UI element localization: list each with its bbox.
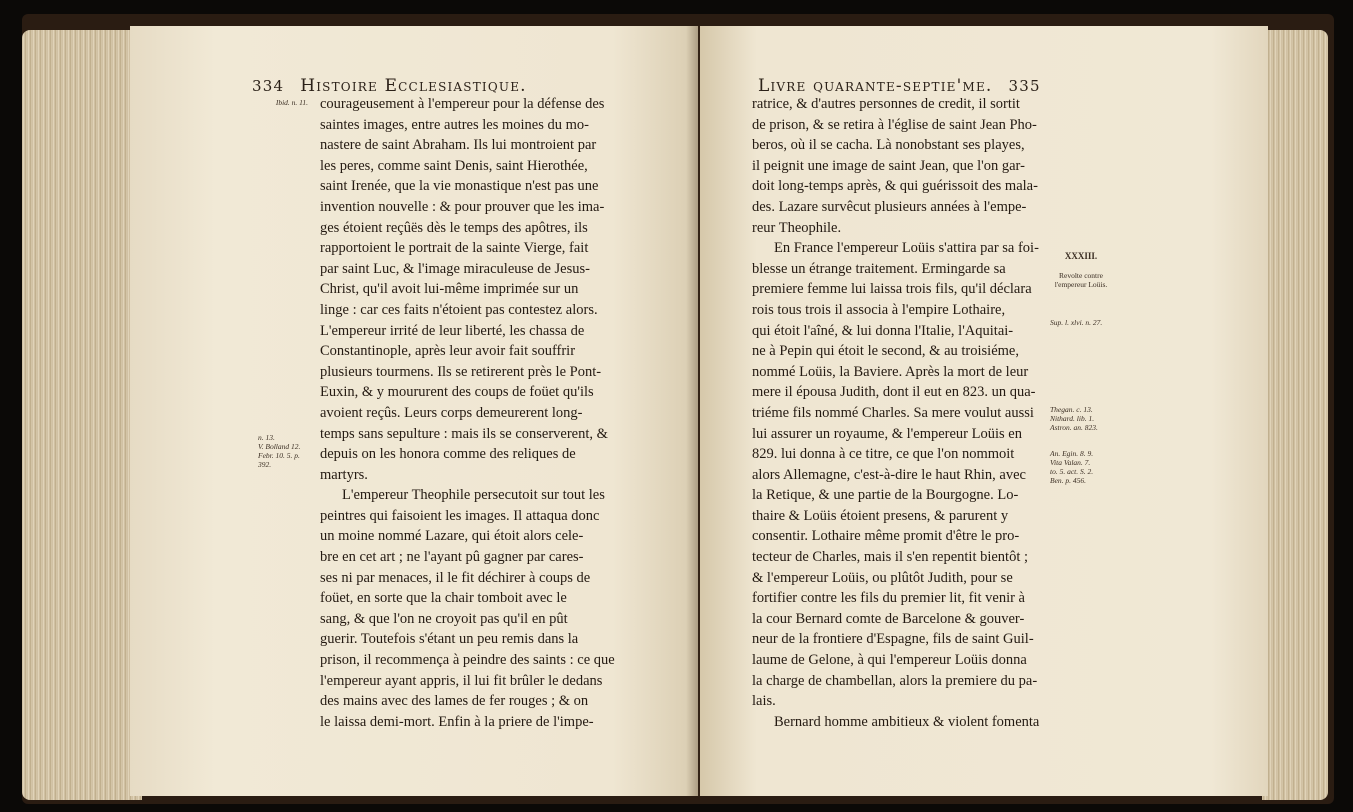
left-paragraph-1 (320, 94, 668, 485)
text-line: saint Irenée, que la vie monastique n'est pas une (320, 178, 599, 195)
text-line: triéme fils nommé Charles. Sa mere voulut aussi (752, 404, 1034, 421)
left-margin-note-2: n. 13. V. Bolland 12. Febr. 10. 5. p. 392. (258, 433, 301, 469)
text-line: l'empereur ayant appris, il lui fit brûler le dedans (320, 672, 603, 689)
text-line: la Retique, & une partie de la Bourgogne. Lo- (752, 487, 1019, 504)
text-line: tecteur de Charles, mais il s'en repentit bientôt ; (752, 549, 1029, 566)
text-line: le laissa demi-mort. Enfin à la priere de l'impe- (320, 713, 594, 730)
text-line: plusieurs tourmens. Ils se retirerent près le Pont- (320, 363, 602, 380)
text-line: nommé Loüis, la Baviere. Après la mort de leur (752, 363, 1029, 380)
left-running-head (252, 76, 527, 96)
right-page-body (752, 94, 1042, 732)
left-running-title: Histoire Ecclesiastique. (300, 76, 527, 96)
text-line: blesse un étrange traitement. Ermingarde sa (752, 260, 1006, 277)
text-line: ges étoient reçûës dès le temps des apôtres, ils (320, 219, 588, 236)
text-line: peintres qui faisoient les images. Il attaqua donc (320, 507, 600, 524)
text-line: les peres, comme saint Denis, saint Hierothée, (320, 157, 588, 174)
text-line: il peignit une image de saint Jean, que l'on gar- (752, 157, 1025, 174)
page-edges-left (22, 30, 142, 800)
text-line: des mains avec des lames de fer rouges ; & on (320, 693, 589, 710)
right-running-title: Livre quarante-septie'me. (758, 76, 993, 96)
text-line: ses ni par menaces, il le fit déchirer à coups de (320, 569, 591, 586)
text-line: & l'empereur Loüis, ou plûtôt Judith, pour se (752, 569, 1013, 586)
text-line: consentir. Lothaire même promit d'être le pro- (752, 528, 1020, 545)
left-page-body (320, 94, 668, 732)
text-line: L'empereur Theophile persecutoit sur tout les (342, 487, 605, 504)
right-margin-section-number: XXXIII. (1064, 251, 1098, 261)
text-line: reur Theophile. (752, 219, 842, 236)
text-line: rois tous trois il associa à l'empire Lothaire, (752, 301, 1006, 318)
text-line: par saint Luc, & l'image miraculeuse de Jesus- (320, 260, 590, 277)
text-line: des. Lazare survêcut plusieurs années à l'empe- (752, 198, 1027, 215)
page-edges-right (1262, 30, 1328, 800)
text-line: sang, & que l'on ne croyoit pas qu'il en pût (320, 610, 568, 627)
text-line: Bernard homme ambitieux & violent fomenta (774, 713, 1040, 730)
left-margin-note-1: Ibid. n. 11. (275, 98, 308, 107)
text-line: doit long-temps après, & qui guérissoit des mala- (752, 178, 1038, 195)
text-line: martyrs. (320, 466, 368, 483)
text-line: saintes images, entre autres les moines du mo- (320, 116, 589, 133)
text-line: depuis on les honora comme des reliques de (320, 446, 576, 463)
text-line: courageusement à l'empereur pour la défense des (320, 96, 605, 112)
text-line: Constantinople, après leur avoir fait souffrir (320, 343, 576, 360)
text-line: laume de Gelone, à qui l'empereur Loüis donna (752, 652, 1027, 669)
text-line: alors Allemagne, c'est-à-dire le haut Rhin, avec (752, 466, 1026, 483)
text-line: beros, où il se cacha. Là nonobstant ses playes, (752, 137, 1025, 154)
text-line: la cour Bernard comte de Barcelone & gouver- (752, 610, 1025, 627)
text-line: L'empereur irrité de leur liberté, les chassa de (320, 322, 585, 339)
text-line: fortifier contre les fils du premier lit, fit venir à (752, 590, 1025, 607)
text-line: 829. lui donna à ce titre, ce que l'on nommoit (752, 446, 1015, 463)
right-margin-note-3: Thegan. c. 13. Nithard. lib. 1. Astron. an. 823. (1050, 405, 1098, 432)
text-line: foüet, en sorte que la chair tomboit avec le (320, 590, 567, 607)
text-line: avoient reçûs. Leurs corps demeurerent long- (320, 404, 583, 421)
text-line: ne à Pepin qui étoit le second, & au troisiéme, (752, 343, 1019, 360)
right-margin-note-1: Revolte contre l'empereur Loüis. (1054, 271, 1108, 289)
text-line: ratrice, & d'autres personnes de credit, il sortit (752, 96, 1020, 112)
text-line: de prison, & se retira à l'église de saint Jean Pho- (752, 116, 1037, 133)
right-margin-note-4: An. Egin. 8. 9. Vita Valan. 7. to. 5. act. S. 2. Ben. p. 456. (1050, 449, 1094, 485)
text-line: guerir. Toutefois s'étant un peu remis dans la (320, 631, 579, 648)
text-line: premiere femme lui laissa trois fils, qu'il déclara (752, 281, 1032, 298)
text-line: la charge de chambellan, alors la premiere du pa- (752, 672, 1038, 689)
text-line: lui assurer un royaume, & l'empereur Loüis en (752, 425, 1022, 442)
text-line: En France l'empereur Loüis s'attira par sa foi- (774, 240, 1039, 257)
text-line: Christ, qu'il avoit lui-même imprimée sur un (320, 281, 579, 298)
right-margin-note-2: Sup. l. xlvi. n. 27. (1050, 318, 1103, 327)
text-line: thaire & Loüis étoient presens, & parurent y (752, 507, 1009, 524)
text-line: Euxin, & y moururent des coups de foüet qu'ils (320, 384, 594, 401)
right-paragraph-2 (752, 238, 1042, 712)
text-line: un moine nommé Lazare, qui étoit alors cele- (320, 528, 584, 545)
text-line: prison, il recommença à peindre des saints : ce que (320, 652, 615, 669)
right-paragraph-1 (752, 94, 1042, 238)
text-line: qui étoit l'aîné, & lui donna l'Italie, l'Aquitai- (752, 322, 1014, 339)
text-line: mere il épousa Judith, dont il eut en 823. un qua- (752, 384, 1036, 401)
right-page-number: 335 (1008, 77, 1041, 95)
text-line: bre en cet art ; ne l'ayant pû gagner par cares- (320, 549, 584, 566)
text-line: invention nouvelle : & pour prouver que les ima- (320, 198, 605, 215)
text-line: neur de la frontiere d'Espagne, fils de saint Guil- (752, 631, 1034, 648)
right-running-head (758, 76, 1051, 96)
text-line: rapportoient le portrait de la sainte Vierge, fait (320, 240, 589, 257)
text-line: temps sans sepulture : mais ils se conserverent, & (320, 425, 608, 442)
text-line: lais. (752, 693, 776, 710)
right-paragraph-3 (752, 712, 1042, 733)
text-line: linge : car ces faits n'étoient pas contestez alors. (320, 301, 598, 318)
text-line: nastere de saint Abraham. Ils lui montroient par (320, 137, 597, 154)
left-paragraph-2 (320, 485, 668, 732)
left-page-number: 334 (252, 77, 285, 95)
